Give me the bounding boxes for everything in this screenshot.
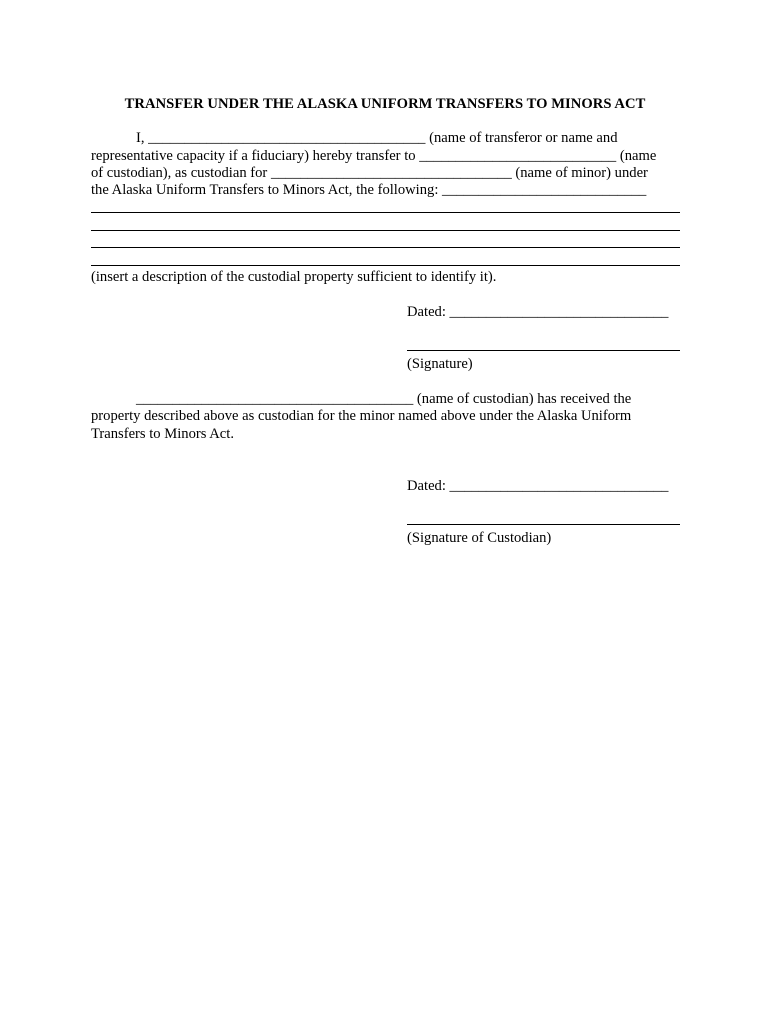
paragraph2-line2: property described above as custodian for the minor named above under the Alaska Uniform [91, 408, 632, 424]
transferor-signature-label: (Signature) [407, 356, 473, 372]
description-blank-line-4 [91, 265, 680, 266]
paragraph2-line3: Transfers to Minors Act. [91, 426, 234, 442]
paragraph1-line4: the Alaska Uniform Transfers to Minors Act, the following: ____________________________ [91, 182, 647, 198]
custodian-signature-label: (Signature of Custodian) [407, 530, 552, 546]
paragraph1-line1: I, ______________________________________ (name of transferor or name and [136, 130, 618, 146]
paragraph1-line3: of custodian), as custodian for _________________________________ (name of minor) under [91, 165, 648, 181]
paragraph2-line1: ______________________________________ (name of custodian) has received the [136, 391, 632, 407]
custodian-signature-line [407, 524, 680, 525]
document-title: TRANSFER UNDER THE ALASKA UNIFORM TRANSFERS TO MINORS ACT [124, 96, 646, 112]
description-note: (insert a description of the custodial property sufficient to identify it). [91, 269, 497, 285]
description-blank-line-3 [91, 247, 680, 248]
description-blank-line-1 [91, 212, 680, 213]
paragraph1-line2: representative capacity if a fiduciary) hereby transfer to ___________________________ (name [91, 148, 657, 164]
description-blank-line-2 [91, 230, 680, 231]
transferor-signature-line [407, 350, 680, 351]
custodian-dated-field: Dated: ______________________________ [407, 478, 669, 494]
transferor-dated-field: Dated: ______________________________ [407, 304, 669, 320]
